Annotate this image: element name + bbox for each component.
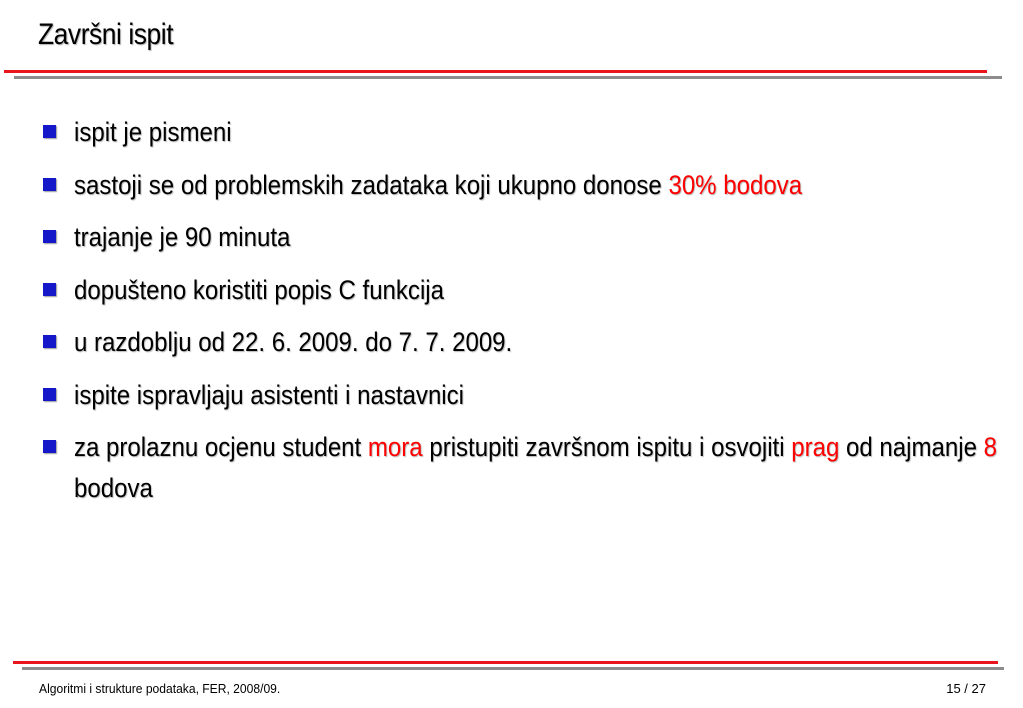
highlighted-text: 8	[983, 432, 997, 462]
bullet-text	[74, 112, 1017, 153]
text-segment: trajanje je 90 minuta	[74, 222, 291, 252]
footer-divider-red	[13, 661, 998, 664]
square-bullet-icon	[43, 178, 56, 191]
bullet-text	[74, 322, 1017, 363]
square-bullet-icon	[43, 283, 56, 296]
text-segment: bodova	[74, 473, 153, 503]
square-bullet-icon	[43, 335, 56, 348]
text-segment: ispit je pismeni	[74, 117, 232, 147]
square-bullet-icon	[43, 388, 56, 401]
bullet-item	[40, 375, 1000, 416]
text-segment: ispite ispravljaju asistenti i nastavnici	[74, 379, 465, 410]
slide-title: Završni ispit	[38, 18, 174, 51]
footer-course: Algoritmi i strukture podataka, FER, 2008/09.	[39, 681, 281, 696]
bullet-item	[40, 270, 1000, 311]
title-divider-gray	[14, 76, 1002, 79]
bullet-item	[40, 217, 1000, 258]
bullet-item	[40, 165, 1000, 206]
text-segment: sastoji se od problemskih zadataka koji ukupno donose	[74, 169, 669, 200]
text-segment: za prolaznu ocjenu student	[74, 432, 368, 462]
highlighted-text: mora	[367, 432, 423, 462]
text-segment: u razdoblju od 22. 6. 2009. do 7. 7. 2009.	[74, 327, 513, 357]
bullet-list	[40, 112, 1000, 521]
bullet-text	[74, 375, 1017, 416]
bullet-text	[74, 165, 1017, 206]
square-bullet-icon	[43, 230, 56, 243]
text-segment: dopušteno koristiti popis C funkcija	[74, 274, 444, 305]
bullet-text	[74, 427, 1017, 509]
square-bullet-icon	[43, 440, 56, 453]
footer-divider-gray	[22, 667, 1004, 670]
text-segment: od najmanje	[839, 432, 984, 462]
bullet-item	[40, 322, 1000, 363]
bullet-item	[40, 427, 1000, 509]
highlighted-text: 30% bodova	[668, 169, 803, 200]
square-bullet-icon	[43, 125, 56, 138]
bullet-item	[40, 112, 1000, 153]
page-number: 15 / 27	[946, 681, 986, 696]
bullet-text	[74, 217, 1017, 258]
bullet-text	[74, 270, 1017, 311]
title-divider-red	[4, 70, 987, 73]
highlighted-text: prag	[791, 432, 840, 462]
text-segment: pristupiti završnom ispitu i osvojiti	[422, 432, 792, 462]
